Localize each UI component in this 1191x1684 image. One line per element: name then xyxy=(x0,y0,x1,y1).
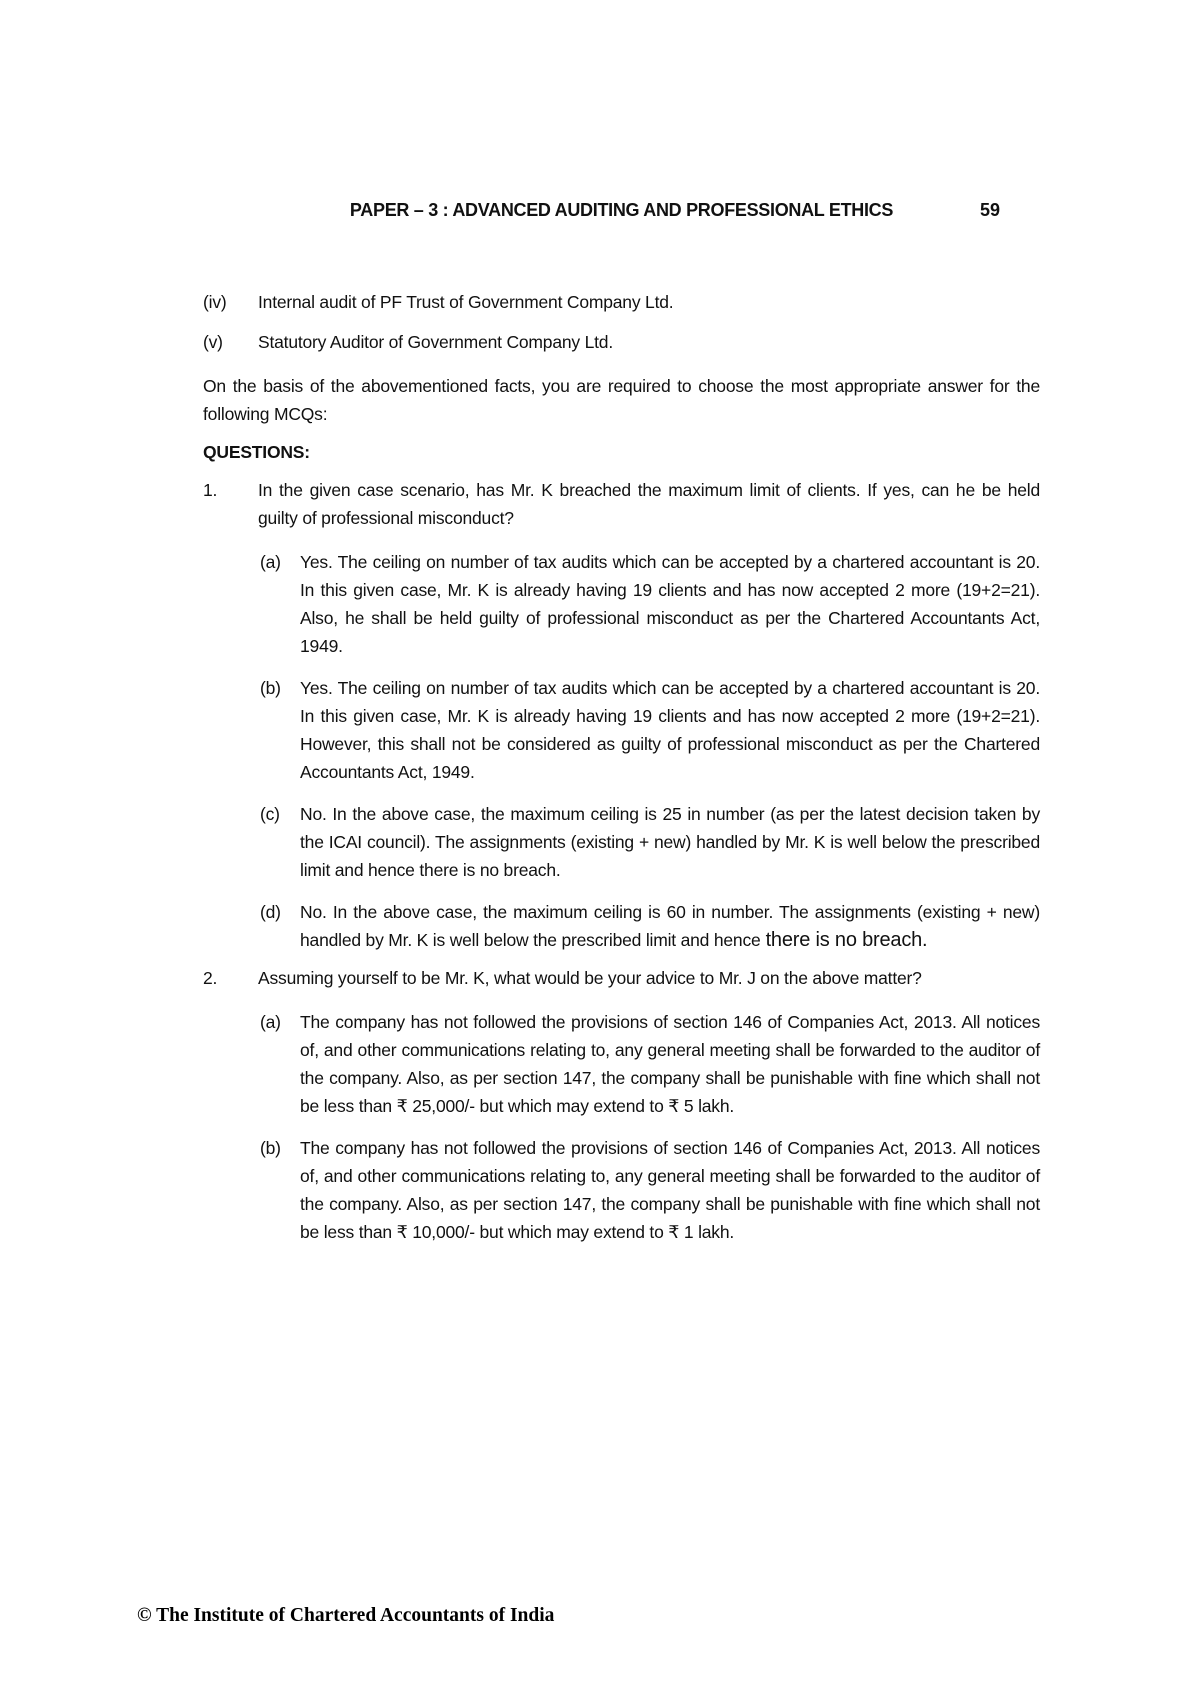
option-1c xyxy=(260,800,1040,884)
option-text: Yes. The ceiling on number of tax audits which can be accepted by a chartered accountant is 20. In this given case, Mr. K is already having 19 clients and has now accepted 2 more (19+2=21). However, this shall not be considered as guilty of professional misconduct as per the Chartered Accountants Act, 1949. xyxy=(300,678,1040,782)
option-marker: (c) xyxy=(260,804,280,824)
question-text: In the given case scenario, has Mr. K breached the maximum limit of clients. If yes, can he be held guilty of professional misconduct? xyxy=(258,480,1040,528)
list-marker: (v) xyxy=(203,332,223,352)
page-header xyxy=(203,196,1040,224)
option-text: No. In the above case, the maximum ceiling is 25 in number (as per the latest decision taken by the ICAI council). The assignments (existing + new) handled by Mr. K is well below the prescribed limit and hence there is no breach. xyxy=(300,804,1040,880)
questions-heading: QUESTIONS: xyxy=(203,442,310,462)
option-1b xyxy=(260,674,1040,786)
paper-title: PAPER – 3 : ADVANCED AUDITING AND PROFESSIONAL ETHICS xyxy=(349,200,894,220)
option-text-main: No. In the above case, the maximum ceiling is 60 in number. The assignments (existing + new) handled by Mr. K is well below the prescribed limit and hence xyxy=(300,902,1040,950)
question-1 xyxy=(203,476,1040,954)
page-number: 59 xyxy=(979,200,1000,220)
option-text: Yes. The ceiling on number of tax audits which can be accepted by a chartered accountant is 20. In this given case, Mr. K is already having 19 clients and has now accepted 2 more (19+2=21). Also, he shall be held guilty of professional misconduct as per the Chartered Accountants Act, 1949. xyxy=(300,552,1040,656)
option-marker: (b) xyxy=(260,678,281,698)
list-item-text: Statutory Auditor of Government Company Ltd. xyxy=(258,332,614,352)
list-item-text: Internal audit of PF Trust of Government Company Ltd. xyxy=(258,292,674,312)
option-2a xyxy=(260,1008,1040,1120)
option-1d xyxy=(260,898,1040,954)
list-item xyxy=(203,288,1040,316)
option-marker: (d) xyxy=(260,902,281,922)
list-marker: (iv) xyxy=(203,292,227,312)
copyright-footer: © The Institute of Chartered Accountants of India xyxy=(137,1605,555,1626)
option-text: The company has not followed the provisions of section 146 of Companies Act, 2013. All notices of, and other communications relating to, any general meeting shall be forwarded to the auditor of the company. Also, as per section 147, the company shall be punishable with fine which shall not be less than ₹ 25,000/- but which may extend to ₹ 5 lakh. xyxy=(300,1012,1040,1116)
question-number: 2. xyxy=(203,968,218,988)
option-marker: (b) xyxy=(260,1138,281,1158)
option-text xyxy=(300,898,1040,954)
intro-paragraph: On the basis of the abovementioned facts, you are required to choose the most appropriate answer for the following MCQs: xyxy=(203,376,1040,424)
question-2-stem xyxy=(203,964,1040,992)
option-1a xyxy=(260,548,1040,660)
question-1-stem xyxy=(203,476,1040,532)
question-text: Assuming yourself to be Mr. K, what would be your advice to Mr. J on the above matter? xyxy=(258,968,922,988)
option-text: The company has not followed the provisions of section 146 of Companies Act, 2013. All notices of, and other communications relating to, any general meeting shall be forwarded to the auditor of the company. Also, as per section 147, the company shall be punishable with fine which shall not be less than ₹ 10,000/- but which may extend to ₹ 1 lakh. xyxy=(300,1138,1040,1242)
option-marker: (a) xyxy=(260,552,281,572)
option-2b xyxy=(260,1134,1040,1246)
question-number: 1. xyxy=(203,480,218,500)
list-item xyxy=(203,328,1040,356)
option-text-emphasis: there is no breach. xyxy=(765,929,928,951)
question-2 xyxy=(203,964,1040,1246)
option-marker: (a) xyxy=(260,1012,281,1032)
document-page xyxy=(203,196,1040,1246)
